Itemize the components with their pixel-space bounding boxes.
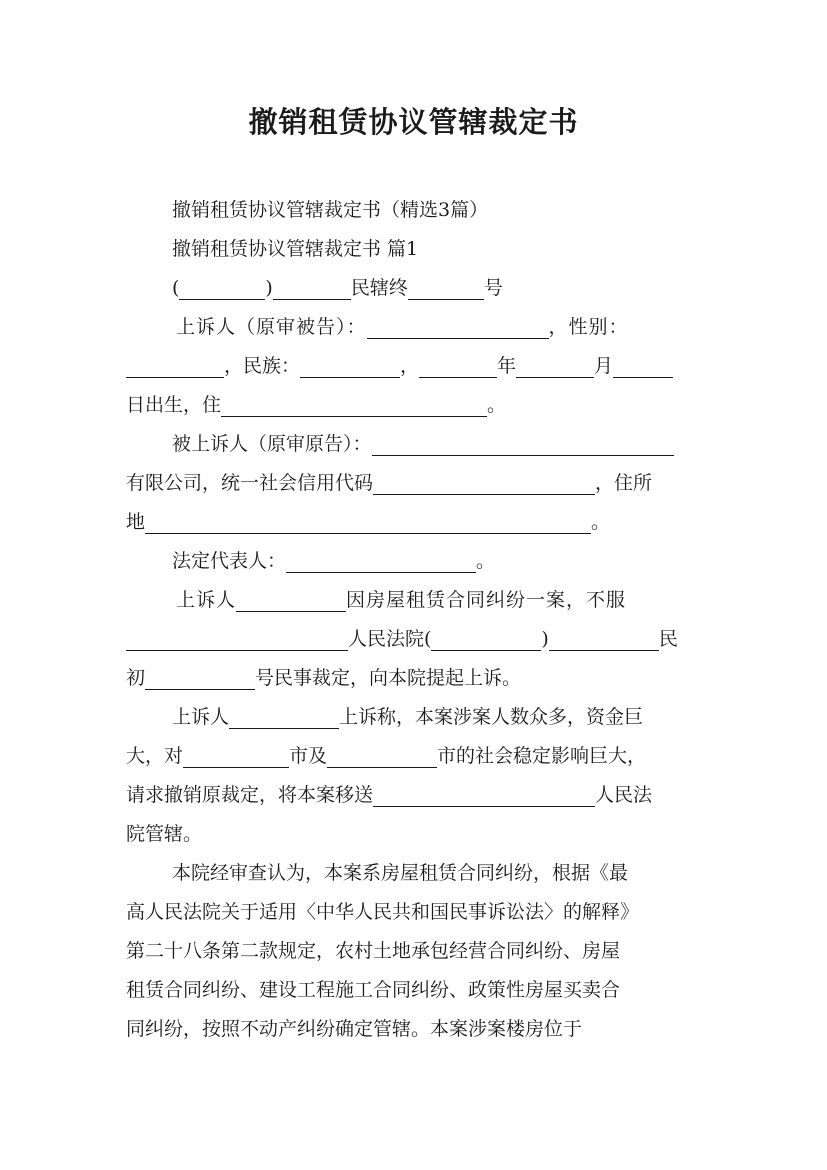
blank-field xyxy=(327,745,437,768)
blank-field xyxy=(408,277,484,300)
text-line xyxy=(126,659,702,697)
text-segment: 日出生，住 xyxy=(126,394,222,416)
text-segment: 同纠纷，按照不动产纠纷确定管辖。本案涉案楼房位于 xyxy=(126,1018,583,1040)
text-segment: 。 xyxy=(476,550,496,572)
text-segment: 上诉人 xyxy=(172,706,230,728)
text-segment: 市及 xyxy=(289,745,328,767)
text-line xyxy=(126,620,702,658)
text-segment: 因房屋租赁合同纠纷一案，不服 xyxy=(346,589,627,611)
text-line xyxy=(126,464,702,502)
text-segment: 初 xyxy=(126,667,146,689)
blank-field xyxy=(286,550,476,573)
blank-field xyxy=(373,784,595,807)
blank-field xyxy=(221,394,487,417)
text-line xyxy=(126,776,702,814)
text-segment: 本院经审查认为，本案系房屋租赁合同纠纷，根据《最 xyxy=(172,862,629,884)
text-segment: 大，对 xyxy=(126,745,184,767)
text-line xyxy=(126,815,702,853)
text-segment: 上诉称，本案涉案人数众多，资金巨 xyxy=(339,706,644,728)
blank-field xyxy=(183,745,289,768)
text-segment: ) xyxy=(541,628,549,650)
text-line xyxy=(172,698,702,736)
blank-field xyxy=(126,355,224,378)
text-line xyxy=(126,893,702,931)
text-segment: ，性别： xyxy=(548,316,629,338)
text-segment: 月 xyxy=(594,355,614,377)
text-segment: 有限公司，统一社会信用代码 xyxy=(126,472,374,494)
blank-field xyxy=(179,277,265,300)
text-segment: 人民法 xyxy=(595,784,653,806)
text-segment: 请求撤销原裁定，将本案移送 xyxy=(126,784,374,806)
text-segment: ， xyxy=(400,355,420,377)
blank-field xyxy=(373,472,595,495)
text-line xyxy=(126,503,702,541)
text-line xyxy=(172,425,702,463)
blank-field xyxy=(431,628,541,651)
text-segment: 撤销租赁协议管辖裁定书 篇1 xyxy=(172,238,419,260)
text-segment: 民辖终 xyxy=(350,277,408,299)
document-title: 撤销租赁协议管辖裁定书 xyxy=(248,105,579,139)
text-segment: 年 xyxy=(497,355,517,377)
text-segment: ) xyxy=(265,277,273,299)
text-segment: 上诉人（原审被告）： xyxy=(176,316,367,338)
text-line xyxy=(172,269,702,307)
text-segment: 。 xyxy=(487,394,507,416)
blank-field xyxy=(300,355,400,378)
text-line xyxy=(172,191,702,229)
text-segment: ，住所 xyxy=(595,472,653,494)
text-line xyxy=(176,308,702,346)
text-line xyxy=(172,854,702,892)
text-segment: 市的社会稳定影响巨大， xyxy=(437,745,647,767)
text-line xyxy=(126,1010,702,1048)
text-segment: 地 xyxy=(126,511,146,533)
text-segment: ( xyxy=(172,277,180,299)
text-line xyxy=(126,347,702,385)
text-segment: 第二十八条第二款规定，农村土地承包经营合同纠纷、房屋 xyxy=(126,940,621,962)
text-line xyxy=(176,581,702,619)
text-line xyxy=(126,971,702,1009)
blank-field xyxy=(419,355,497,378)
blank-field xyxy=(372,433,674,456)
text-segment: 民 xyxy=(658,628,678,650)
text-segment: ，民族： xyxy=(224,355,301,377)
text-segment: 号民事裁定，向本院提起上诉。 xyxy=(255,667,522,689)
blank-field xyxy=(367,316,549,339)
text-segment: 号 xyxy=(483,277,503,299)
blank-field xyxy=(145,511,591,534)
blank-field xyxy=(516,355,594,378)
blank-field xyxy=(126,628,348,651)
blank-field xyxy=(145,667,255,690)
text-line xyxy=(126,932,702,970)
blank-field xyxy=(613,355,673,378)
blank-field xyxy=(273,277,351,300)
text-segment: 撤销租赁协议管辖裁定书（精选3篇） xyxy=(172,199,489,221)
blank-field xyxy=(229,706,339,729)
text-segment: 。 xyxy=(591,511,611,533)
text-segment: 法定代表人： xyxy=(172,550,287,572)
text-line xyxy=(126,386,702,424)
text-segment: 上诉人 xyxy=(176,589,237,611)
blank-field xyxy=(236,589,346,612)
text-segment: 被上诉人（原审原告）： xyxy=(172,433,372,455)
text-line xyxy=(126,737,702,775)
text-segment: 租赁合同纠纷、建设工程施工合同纠纷、政策性房屋买卖合 xyxy=(126,979,621,1001)
blank-field xyxy=(549,628,659,651)
text-line xyxy=(172,230,702,268)
text-segment: 院管辖。 xyxy=(126,823,203,845)
text-line xyxy=(172,542,702,580)
text-segment: 人民法院( xyxy=(348,628,432,650)
text-segment: 高人民法院关于适用〈中华人民共和国民事诉讼法〉的解释》 xyxy=(126,901,640,923)
